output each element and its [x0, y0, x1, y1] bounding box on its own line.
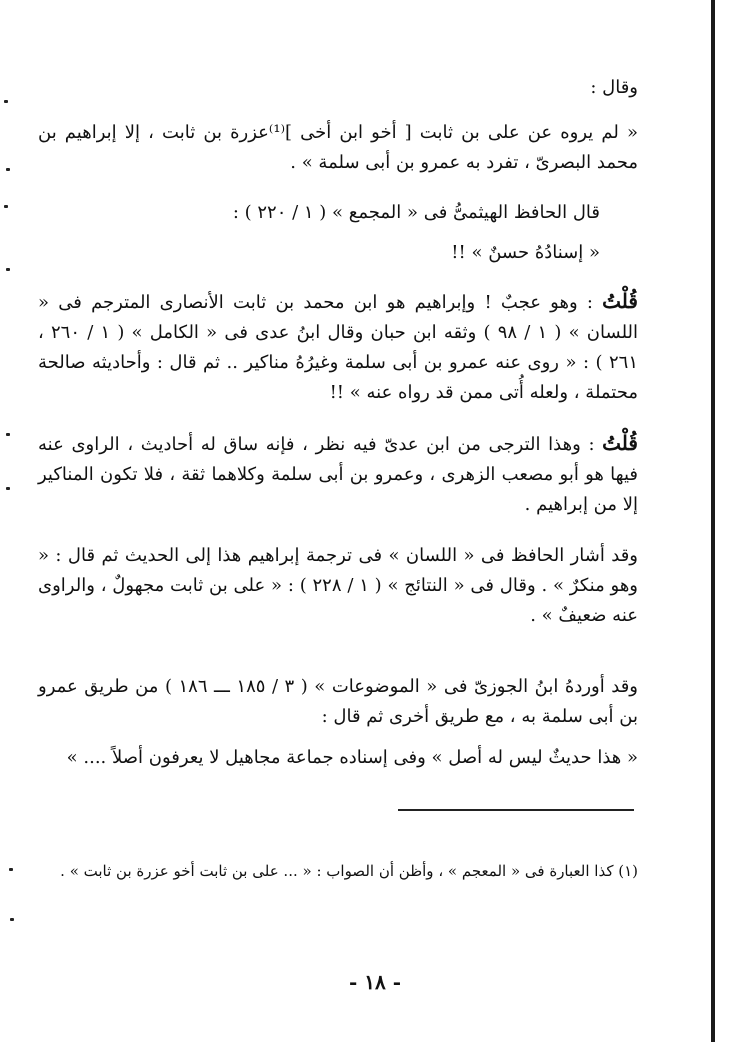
paragraph-text: : وهذا الترجى من ابن عدىّ فيه نظر ، فإنه ساق له أحاديث ، الراوى عنه فيها هو أبو مصعب الزهرى ، وعمرو بن أبى سلمة وكلاهما ثقة ، فلا تكون المناكير إلا من إبراهيم .	[38, 434, 639, 515]
scan-mark	[4, 100, 8, 103]
paragraph	[40, 238, 600, 268]
scan-mark	[6, 487, 10, 490]
footnote: (١) كذا العبارة فى « المعجم » ، وأظن أن الصواب : « ... على بن ثابت أخو عزرة بن ثابت » .	[60, 862, 638, 880]
paragraph	[38, 286, 638, 408]
qultu-keyword: قُلْتُ	[602, 289, 638, 313]
paragraph	[38, 672, 638, 732]
page-edge-line	[711, 0, 715, 1042]
paragraph-text: وقد أشار الحافظ فى « اللسان » فى ترجمة إبراهيم هذا إلى الحديث ثم قال : « وهو منكرٌ » . وقال فى « النتائج » ( ١ / ٢٢٨ ) : « على بن ثابت مجهولٌ ، والراوى عنه ضعيفٌ » .	[38, 545, 638, 626]
paragraph-text: وقد أوردهُ ابنُ الجوزىّ فى « الموضوعات » ( ٣ / ١٨٥ ـــ ١٨٦ ) من طريق عمرو بن أبى سلمة به ، مع طريق أخرى ثم قال :	[38, 676, 639, 727]
paragraph-text: « هذا حديثٌ ليس له أصل » وفى إسناده جماعة مجاهيل لا يعرفون أصلاً .... »	[66, 747, 638, 768]
paragraph	[38, 118, 638, 178]
paragraph	[38, 541, 638, 631]
paragraph-text: « لم يروه عن على بن ثابت [ أخو ابن أخى ]⁽¹⁾عزرة بن ثابت ، إلا إبراهيم بن محمد البصرىّ ، تفرد به عمرو بن أبى سلمة » .	[38, 122, 638, 173]
scan-mark	[6, 268, 10, 271]
scan-mark	[10, 918, 14, 921]
scan-mark	[9, 868, 13, 871]
paragraph-text: : وهو عجبٌ ! وإبراهيم هو ابن محمد بن ثابت الأنصارى المترجم فى « اللسان » ( ١ / ٩٨ ) وثقه ابن حبان وقال ابنُ عدى فى « الكامل » ( ١ / ٢٦٠ ، ٢٦١ ) : « روى عنه عمرو بن أبى سلمة وغيرُهُ مناكير .. ثم قال : وأحاديثه صالحة محتملة ، ولعله أُتى ممن قد رواه عنه » !!	[38, 292, 639, 403]
paragraph	[38, 73, 638, 103]
scan-mark	[6, 168, 10, 171]
page-number: - ١٨ -	[348, 970, 401, 994]
scan-mark	[4, 205, 8, 208]
paragraph	[38, 428, 638, 520]
paragraph	[38, 743, 638, 773]
paragraph	[40, 198, 600, 228]
paragraph-text: وقال :	[590, 77, 638, 98]
paragraph-text: « إسنادُهُ حسنٌ » !!	[451, 242, 600, 263]
qultu-keyword: قُلْتُ	[602, 431, 638, 455]
scan-mark	[6, 433, 10, 436]
paragraph-text: قال الحافظ الهيثمىُّ فى « المجمع » ( ١ / ٢٢٠ ) :	[232, 202, 600, 223]
footnote-separator	[398, 809, 634, 811]
